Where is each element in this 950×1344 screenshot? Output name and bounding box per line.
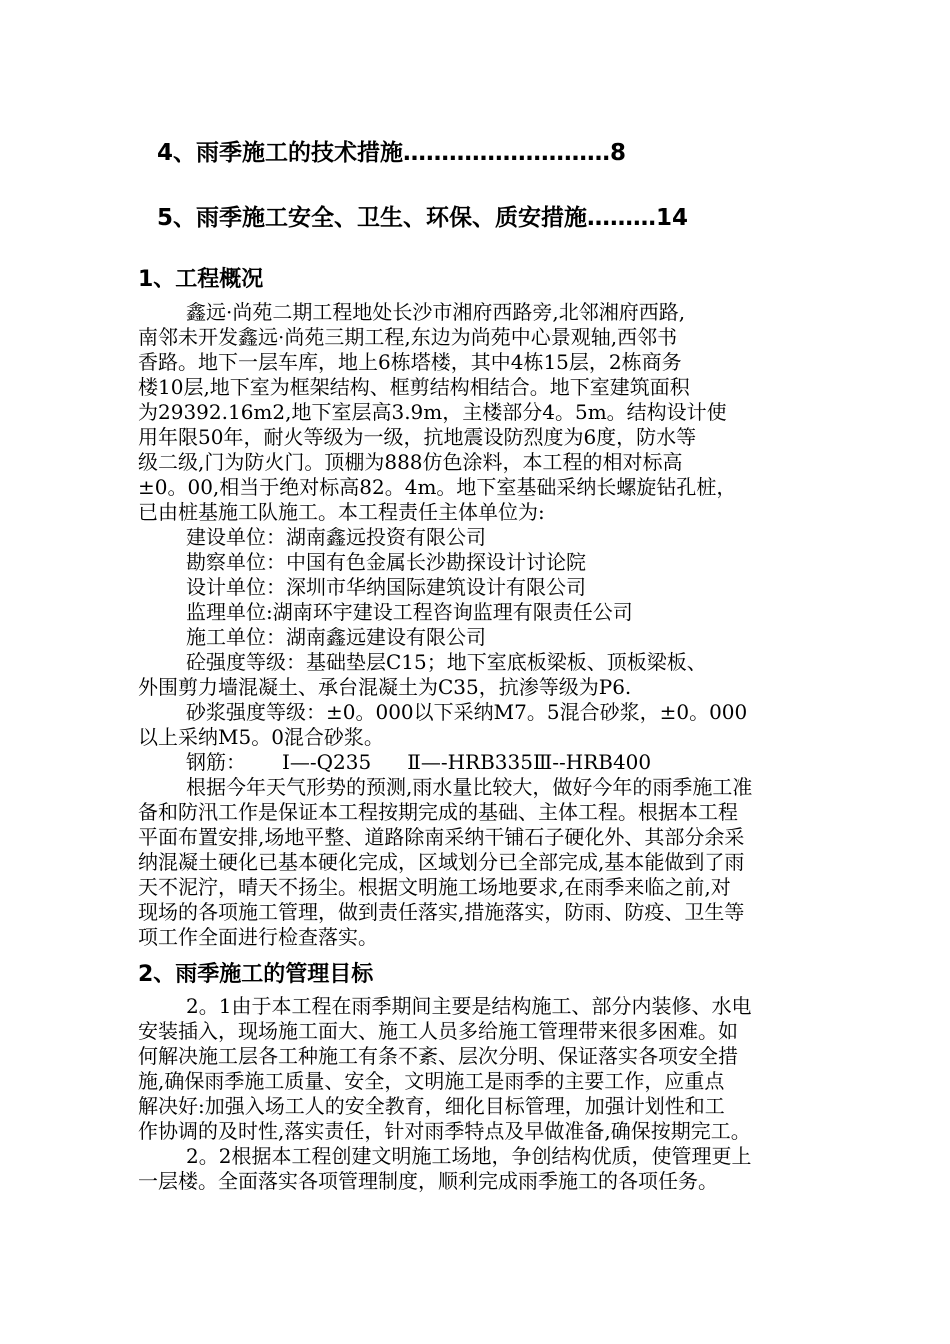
design-unit-line: 设计单位：深圳市华纳国际建筑设计有限公司 (186, 575, 586, 599)
paragraph-line: 何解决施工层各工种施工有条不紊、层次分明、保证落实各项安全措 (138, 1044, 738, 1068)
section-1-heading: 1、工程概况 (138, 267, 264, 292)
paragraph-line: 已由桩基施工队施工。本工程责任主体单位为: (138, 500, 545, 524)
construction-unit-line: 建设单位：湖南鑫远投资有限公司 (186, 525, 486, 549)
steel-grade-1: Ⅰ—-Q235 (282, 750, 372, 774)
supervision-unit-line: 监理单位:湖南环宇建设工程咨询监理有限责任公司 (186, 600, 633, 624)
paragraph-line: 备和防汛工作是保证本工程按期完成的基础、主体工程。根据本工程 (138, 800, 738, 824)
mortar-grade-line: 砂浆强度等级：±0。000以下采纳M7。5混合砂浆，±0。000 (186, 700, 748, 724)
paragraph-line: 为29392.16m2,地下室层高3.9m，主楼部分4。5m。结构设计使 (138, 400, 727, 424)
section-2-heading: 2、雨季施工的管理目标 (138, 962, 374, 987)
paragraph-line: 一层楼。全面落实各项管理制度，顺利完成雨季施工的各项任务。 (138, 1169, 718, 1193)
steel-label: 钢筋： (186, 750, 246, 774)
steel-grade-2: Ⅱ—-HRB335Ⅲ--HRB400 (407, 750, 652, 774)
paragraph-line: 解决好:加强入场工人的安全教育，细化目标管理，加强计划性和工 (138, 1094, 725, 1118)
section-2-body (138, 994, 828, 1194)
concrete-grade-line: 砼强度等级：基础垫层C15；地下室底板梁板、顶板梁板、 (186, 650, 707, 674)
steel-grade-line (138, 750, 828, 775)
survey-unit-line: 勘察单位：中国有色金属长沙勘探设计讨论院 (186, 550, 586, 574)
paragraph-line: 安装插入，现场施工面大、施工人员多给施工管理带来很多困难。如 (138, 1019, 738, 1043)
toc-item-4: 4、雨季施工的技术措施………………………8 (157, 140, 627, 166)
toc-item-5: 5、雨季施工安全、卫生、环保、质安措施………14 (157, 205, 689, 231)
paragraph-line: ±0。00,相当于绝对标高82。4m。地下室基础采纳长螺旋钻孔桩， (138, 475, 737, 499)
paragraph-line: 级二级,门为防火门。顶棚为888仿色涂料，本工程的相对标高 (138, 450, 683, 474)
paragraph-line: 天不泥泞，晴天不扬尘。根据文明施工场地要求,在雨季来临之前,对 (138, 875, 731, 899)
mortar-grade-line-cont: 以上采纳M5。0混合砂浆。 (138, 725, 384, 749)
section-1-body (138, 300, 828, 950)
paragraph-line: 2。1由于本工程在雨季期间主要是结构施工、部分内装修、水电 (186, 994, 752, 1018)
paragraph-line: 南邻未开发鑫远·尚苑三期工程,东边为尚苑中心景观轴,西邻书 (138, 325, 678, 349)
paragraph-line: 纳混凝土硬化已基本硬化完成，区域划分已全部完成,基本能做到了雨 (138, 850, 745, 874)
paragraph-line: 项工作全面进行检查落实。 (138, 925, 378, 949)
paragraph-line: 鑫远·尚苑二期工程地处长沙市湘府西路旁,北邻湘府西路, (186, 300, 686, 324)
paragraph-line: 用年限50年，耐火等级为一级，抗地震设防烈度为6度，防水等 (138, 425, 697, 449)
paragraph-line: 现场的各项施工管理，做到责任落实,措施落实，防雨、防疫、卫生等 (138, 900, 745, 924)
paragraph-line: 楼10层,地下室为框架结构、框剪结构相结合。地下室建筑面积 (138, 375, 690, 399)
paragraph-line: 根据今年天气形势的预测,雨水量比较大，做好今年的雨季施工准 (186, 775, 753, 799)
concrete-grade-line-cont: 外围剪力墙混凝土、承台混凝土为C35，抗渗等级为P6. (138, 675, 632, 699)
paragraph-line: 2。2根据本工程创建文明施工场地，争创结构优质，使管理更上 (186, 1144, 752, 1168)
contractor-unit-line: 施工单位：湖南鑫远建设有限公司 (186, 625, 486, 649)
paragraph-line: 平面布置安排,场地平整、道路除南采纳干铺石子硬化外、其部分余采 (138, 825, 745, 849)
paragraph-line: 香路。地下一层车库，地上6栋塔楼，其中4栋15层，2栋商务 (138, 350, 682, 374)
paragraph-line: 施,确保雨季施工质量、安全，文明施工是雨季的主要工作，应重点 (138, 1069, 725, 1093)
paragraph-line: 作协调的及时性,落实责任，针对雨季特点及早做准备,确保按期完工。 (138, 1119, 751, 1143)
